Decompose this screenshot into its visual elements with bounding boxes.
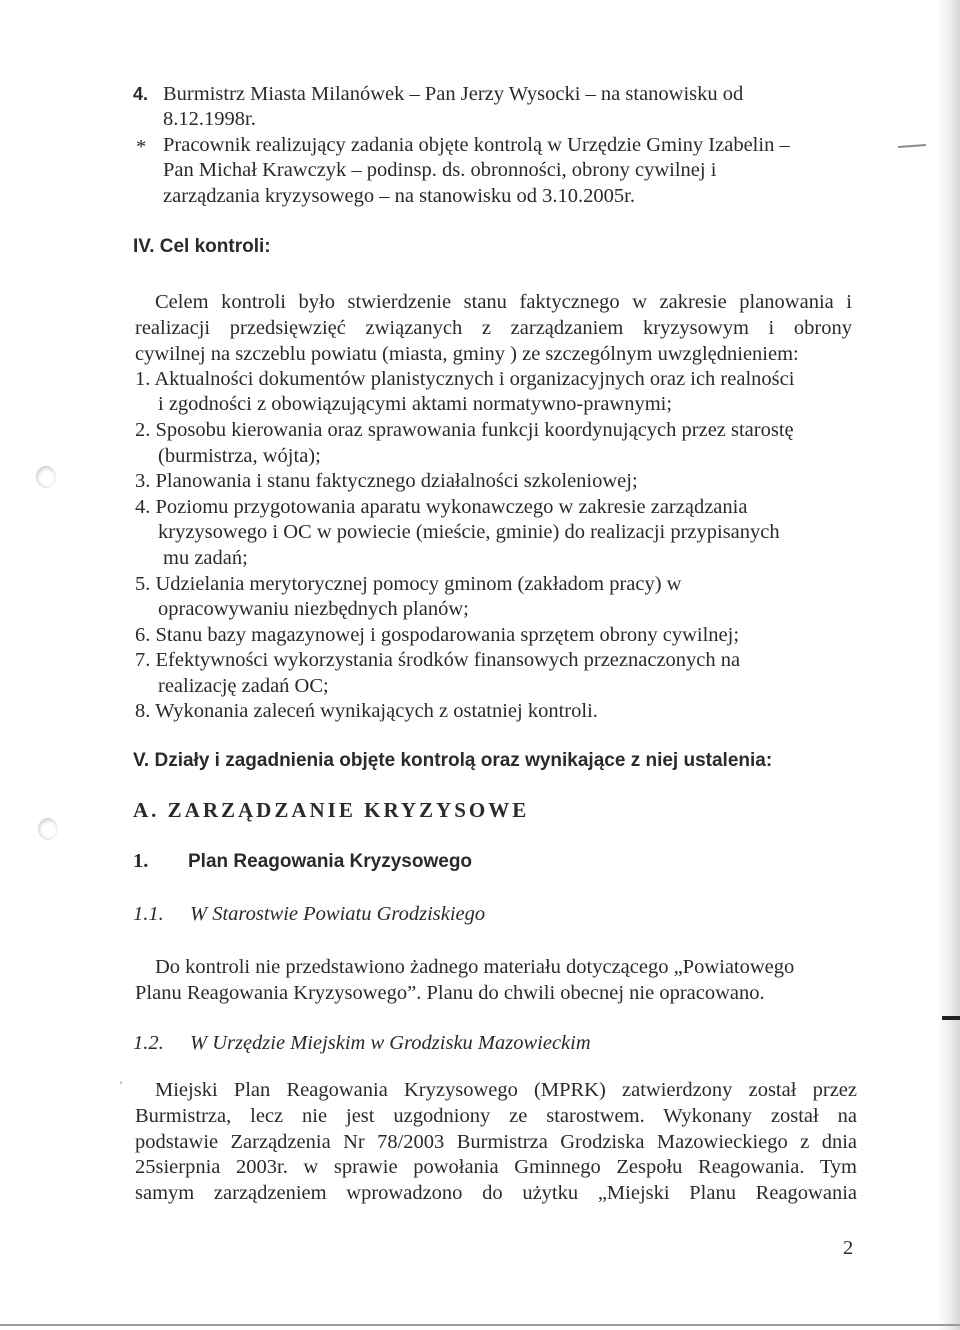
subsection-number: 1. [133, 850, 149, 872]
list-item: realizację zadań OC; [158, 675, 329, 697]
paragraph-number: 1.1. [133, 903, 164, 925]
list-item: mu zadań; [163, 547, 248, 569]
list-item-line: 8.12.1998r. [163, 108, 256, 130]
pen-dash-mark [898, 144, 926, 148]
list-number: 4. [133, 84, 149, 104]
paragraph-line: cywilnej na szczeblu powiatu (miasta, gminy ) ze szczególnym uwzględnieniem: [135, 343, 799, 365]
list-item: 6. Stanu bazy magazynowej i gospodarowania sprzętem obrony cywilnej; [135, 624, 740, 646]
paragraph-title: W Urzędzie Miejskim w Grodzisku Mazowieckim [190, 1032, 591, 1054]
section-heading: V. Działy i zagadnienia objęte kontrolą oraz wynikające z niej ustalenia: [133, 750, 773, 771]
list-item: 4. Poziomu przygotowania aparatu wykonawczego w zakresie zarządzania [135, 496, 748, 518]
punch-hole [38, 818, 58, 840]
list-item-line: Pan Michał Krawczyk – podinsp. ds. obronności, obrony cywilnej i [163, 159, 717, 181]
subsection-heading: A. ZARZĄDZANIE KRYZYSOWE [133, 798, 530, 822]
paragraph-line: realizacji przedsięwzięć związanych z zarządzaniem kryzysowym i obrony [135, 317, 852, 339]
scan-edge-mark [942, 1016, 960, 1020]
scan-bottom-line [0, 1324, 960, 1326]
paragraph-line: Celem kontroli było stwierdzenie stanu faktycznego w zakresie planowania i [155, 291, 852, 313]
margin-tick: ' [120, 1078, 123, 1092]
list-item: kryzysowego i OC w powiecie (mieście, gminie) do realizacji przypisanych [158, 521, 780, 543]
paragraph-line: Miejski Plan Reagowania Kryzysowego (MPRK) zatwierdzony został przez [155, 1079, 857, 1101]
list-item: 3. Planowania i stanu faktycznego działalności szkoleniowej; [135, 470, 638, 492]
list-item: (burmistrza, wójta); [158, 445, 321, 467]
list-item-line: zarządzania kryzysowego – na stanowisku od 3.10.2005r. [163, 185, 635, 207]
list-item: 7. Efektywności wykorzystania środków finansowych przeznaczonych na [135, 649, 741, 671]
paragraph-title: W Starostwie Powiatu Grodziskiego [190, 903, 486, 925]
list-item: 1. Aktualności dokumentów planistycznych i organizacyjnych oraz ich realności [135, 368, 795, 390]
paragraph-line: Do kontroli nie przedstawiono żadnego materiału dotyczącego „Powiatowego [155, 956, 795, 978]
punch-hole [36, 466, 56, 488]
paragraph-line: 25sierpnia 2003r. w sprawie powołania Gminnego Zespołu Reagowania. Tym [135, 1156, 857, 1178]
paragraph-line: podstawie Zarządzenia Nr 78/2003 Burmistrza Grodziska Mazowieckiego z dnia [135, 1131, 857, 1153]
paragraph-number: 1.2. [133, 1032, 164, 1054]
list-item: 5. Udzielania merytorycznej pomocy gminom (zakładom pracy) w [135, 573, 682, 595]
section-heading: IV. Cel kontroli: [133, 236, 271, 257]
list-item-line: Burmistrz Miasta Milanówek – Pan Jerzy Wysocki – na stanowisku od [163, 83, 744, 105]
list-item: 2. Sposobu kierowania oraz sprawowania funkcji koordynujących przez starostę [135, 419, 794, 441]
asterisk-mark: * [136, 136, 147, 158]
paragraph-line: Burmistrza, lecz nie jest uzgodniony ze starostwem. Wykonany został na [135, 1105, 857, 1127]
list-item: i zgodności z obowiązującymi aktami normatywno-prawnymi; [158, 393, 673, 415]
list-item: opracowywaniu niezbędnych planów; [158, 598, 469, 620]
subsection-title: Plan Reagowania Kryzysowego [188, 851, 473, 872]
paragraph-line: samym zarządzeniem wprowadzono do użytku „Miejski Planu Reagowania [135, 1182, 857, 1204]
scan-edge-shadow [938, 0, 960, 1330]
list-item: 8. Wykonania zaleceń wynikających z ostatniej kontroli. [135, 700, 598, 722]
page-number: 2 [843, 1237, 854, 1259]
paragraph-line: Planu Reagowania Kryzysowego”. Planu do chwili obecnej nie opracowano. [135, 982, 765, 1004]
list-item-line: Pracownik realizujący zadania objęte kontrolą w Urzędzie Gminy Izabelin – [163, 134, 790, 156]
